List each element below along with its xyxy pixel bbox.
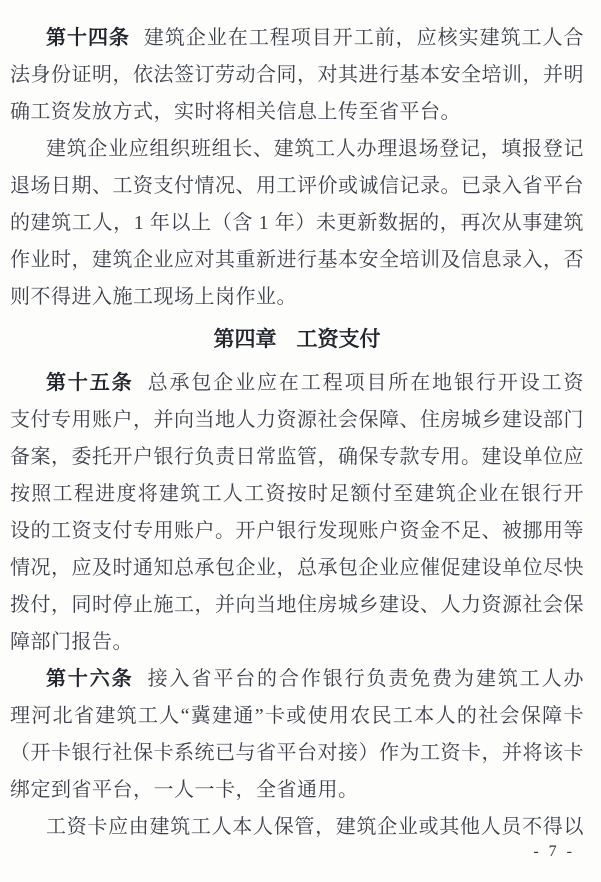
chapter-number: 第四章 bbox=[213, 328, 277, 351]
text-line: 拨付，同时停止施工，并向当地住房城乡建设、人力资源社会保 bbox=[10, 594, 584, 616]
text-line: 按照工程进度将建筑工人工资按时足额付至建筑企业在银行开 bbox=[10, 483, 584, 505]
article-number: 第十五条 bbox=[46, 372, 134, 394]
text-line bbox=[10, 365, 584, 402]
paragraph-article-14 bbox=[10, 20, 584, 131]
text-line: 绑定到省平台，一人一卡，全省通用。 bbox=[10, 779, 359, 801]
page-body bbox=[10, 20, 584, 846]
page-number: - 7 - bbox=[533, 843, 575, 860]
text-line bbox=[10, 661, 584, 698]
text-line: 法身份证明，依法签订劳动合同，对其进行基本安全培训，并明 bbox=[10, 64, 584, 86]
article-number: 第十四条 bbox=[46, 27, 130, 49]
text-line: 则不得进入施工现场上岗作业。 bbox=[10, 286, 297, 308]
line-text: 接入省平台的合作银行负责免费为建筑工人办 bbox=[147, 668, 584, 690]
text-line: （开卡银行社保卡系统已与省平台对接）作为工资卡，并将该卡 bbox=[10, 742, 584, 764]
chapter-heading bbox=[10, 321, 584, 358]
article-number: 第十六条 bbox=[46, 668, 134, 690]
text-line: 支付专用账户，并向当地人力资源社会保障、住房城乡建设部门 bbox=[10, 409, 584, 431]
text-line: 情况，应及时通知总承包企业，总承包企业应催促建设单位尽快 bbox=[10, 557, 584, 579]
text-line: 备案，委托开户银行负责日常监管，确保专款专用。建设单位应 bbox=[10, 446, 584, 468]
line-text: 建筑企业在工程项目开工前，应核实建筑工人合 bbox=[143, 27, 584, 49]
text-line: 障部门报告。 bbox=[10, 631, 133, 653]
chapter-title: 工资支付 bbox=[296, 328, 381, 351]
text-line: 理河北省建筑工人“冀建通”卡或使用农民工本人的社会保障卡 bbox=[10, 705, 584, 727]
text-line: 退场日期、工资支付情况、用工评价或诚信记录。已录入省平台 bbox=[10, 175, 584, 197]
text-line: 设的工资支付专用账户。开户银行发现账户资金不足、被挪用等 bbox=[10, 520, 584, 542]
paragraph-article-16 bbox=[10, 661, 584, 809]
paragraph-article-16-2 bbox=[10, 809, 584, 846]
paragraph-article-14-2 bbox=[10, 131, 584, 316]
text-line: 的建筑工人，1 年以上（含 1 年）未更新数据的，再次从事建筑 bbox=[10, 212, 584, 234]
text-line: 工资卡应由建筑工人本人保管，建筑企业或其他人员不得以 bbox=[46, 816, 584, 838]
paragraph-article-15 bbox=[10, 365, 584, 661]
text-line bbox=[10, 20, 584, 57]
text-line: 建筑企业应组织班组长、建筑工人办理退场登记，填报登记 bbox=[46, 138, 584, 160]
text-line: 确工资发放方式，实时将相关信息上传至省平台。 bbox=[10, 101, 461, 123]
line-text: 总承包企业应在工程项目所在地银行开设工资 bbox=[147, 372, 584, 394]
text-line: 作业时，建筑企业应对其重新进行基本安全培训及信息录入，否 bbox=[10, 249, 584, 271]
